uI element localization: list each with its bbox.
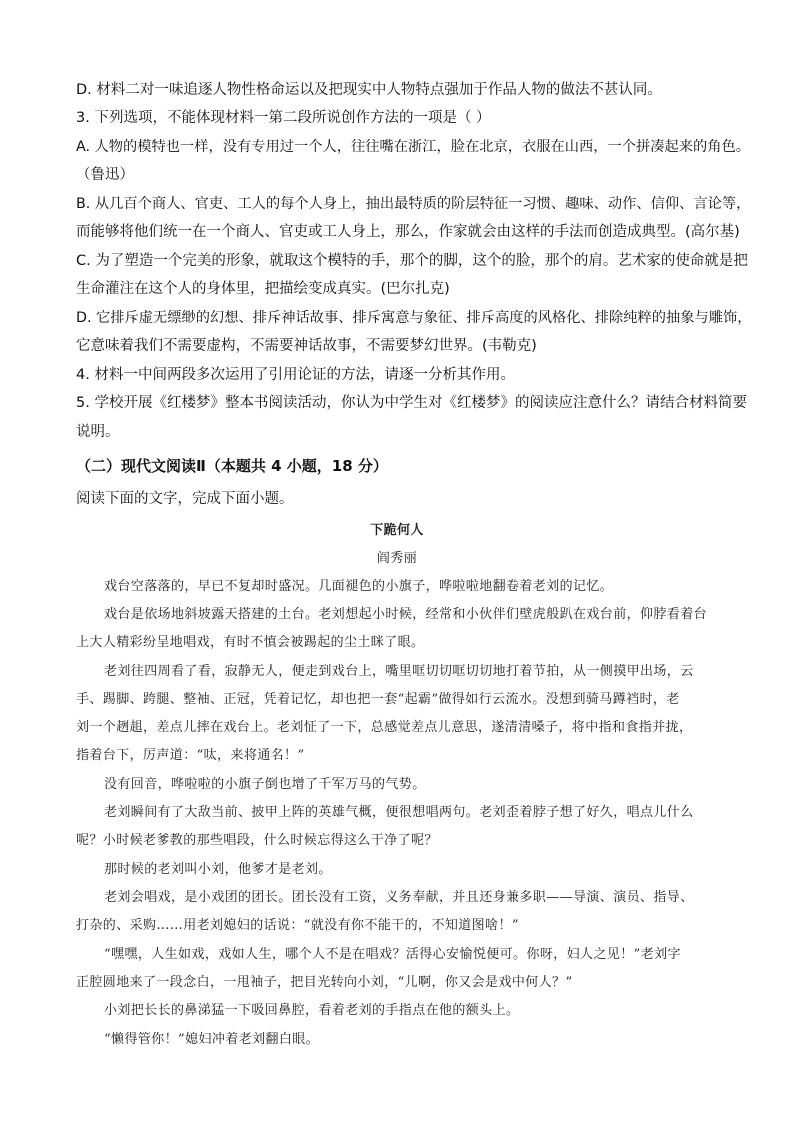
option-b-line2: 而能够将他们统一在一个商人、官吏或工人身上，那么，作家就会由这样的手法而创造成典型。(高尔基) <box>76 224 740 240</box>
story-line: 那时候的老刘叫小刘，他爹才是老刘。 <box>104 862 332 877</box>
section-heading: （二）现代文阅读Ⅱ（本题共 4 小题，18 分） <box>76 457 388 475</box>
story-line: 正腔圆地来了一段念白，一甩袖子，把目光转向小刘，“儿啊，你又会是戏中何人？” <box>76 975 573 990</box>
option-d2-line2: 它意味着我们不需要虚构，不需要神话故事，不需要梦幻世界。(韦勒克) <box>76 338 537 354</box>
story-line: 戏台是依场地斜坡露天搭建的土台。老刘想起小时候，经常和小伙伴们壁虎般趴在戏台前，仰脖看着台 <box>104 607 708 622</box>
story-line: 上大人精彩纷呈地唱戏，有时不慎会被踢起的尘土眯了眼。 <box>76 635 425 650</box>
story-line: “懒得管你！”媳妇冲着老刘翻白眼。 <box>104 1032 320 1047</box>
option-b-line1: B. 从几百个商人、官吏、工人的每个人身上，抽出最特质的阶层特征一习惯、趣味、动作、信仰、言论等， <box>76 196 751 212</box>
story-line: 老刘瞬间有了大敌当前、披甲上阵的英雄气概，便很想唱两句。老刘歪着脖子想了好久，唱点儿什么 <box>104 805 694 820</box>
story-line: 老刘往四周看了看，寂静无人，便走到戏台上，嘴里哐切切哐切切地打着节拍，从一侧摸甲出场，云 <box>104 664 694 679</box>
option-a-line2: （鲁迅） <box>76 167 134 183</box>
story-line: “嘿嘿，人生如戏，戏如人生，哪个人不是在唱戏？活得心安愉悦便可。你呀，妇人之见！”老刘字 <box>104 947 681 962</box>
section-instruction: 阅读下面的文字，完成下面小题。 <box>76 491 294 507</box>
question-5-line1: 5. 学校开展《红楼梦》整本书阅读活动，你认为中学生对《红楼梦》的阅读应注意什么？请结合材料简要 <box>76 395 747 411</box>
question-5-line2: 说明。 <box>76 424 120 440</box>
story-line: 小刘把长长的鼻涕猛一下吸回鼻腔，看着老刘的手指点在他的额头上。 <box>104 1003 520 1018</box>
question-4: 4. 材料一中间两段多次运用了引用论证的方法，请逐一分析其作用。 <box>76 367 515 383</box>
story-line: 打杂的、采购……用老刘媳妇的话说：“就没有你不能干的，不知道图啥！” <box>76 918 519 933</box>
option-c-line2: 生命灌注在这个人的身体里，把描绘变成真实。(巴尔扎克) <box>76 281 450 297</box>
story-author: 阎秀丽 <box>376 551 418 566</box>
story-line: 老刘会唱戏，是小戏团的团长。团长没有工资，义务奉献，并且还身兼多职——导演、演员、指导、 <box>104 890 694 905</box>
story-line: 呢？小时候老爹教的那些唱段，什么时候忘得这么干净了呢？ <box>76 833 438 848</box>
story-line: 没有回音，哗啦啦的小旗子倒也增了千军万马的气势。 <box>104 777 426 792</box>
option-a-line1: A. 人物的模特也一样，没有专用过一个人，往往嘴在浙江，脸在北京，衣服在山西，一个拼凑起来的角色。 <box>76 139 751 155</box>
option-d-line: D. 材料二对一味追逐人物性格命运以及把现实中人物特点强加于作品人物的做法不甚认同。 <box>76 82 662 98</box>
option-c-line1: C. 为了塑造一个完美的形象，就取这个模特的手，那个的脚，这个的脸，那个的肩。艺术家的使命就是把 <box>76 253 748 269</box>
story-title: 下跪何人 <box>370 523 424 538</box>
story-line: 指着台下，厉声道：“呔，来将通名！” <box>76 748 305 763</box>
story-line: 手、踢脚、跨腿、整袖、正冠，凭着记忆，却也把一套“起霸”做得如行云流水。没想到骑马蹲裆时，老 <box>76 692 680 707</box>
story-line: 戏台空落落的，早已不复却时盛况。几面褪色的小旗子，哗啦啦地翻卷着老刘的记忆。 <box>104 579 614 594</box>
question-3: 3. 下列选项，不能体现材料一第二段所说创作方法的一项是（ ） <box>76 110 491 126</box>
story-line: 刘一个趔趄，差点儿摔在戏台上。老刘怔了一下，总感觉差点儿意思，遂清清嗓子，将中指和食指并拢， <box>76 720 693 735</box>
option-d2-line1: D. 它排斥虚无缥缈的幻想、排斥神话故事、排斥寓意与象征、排斥高度的风格化、排除纯粹的抽象与雕饰， <box>76 310 752 326</box>
